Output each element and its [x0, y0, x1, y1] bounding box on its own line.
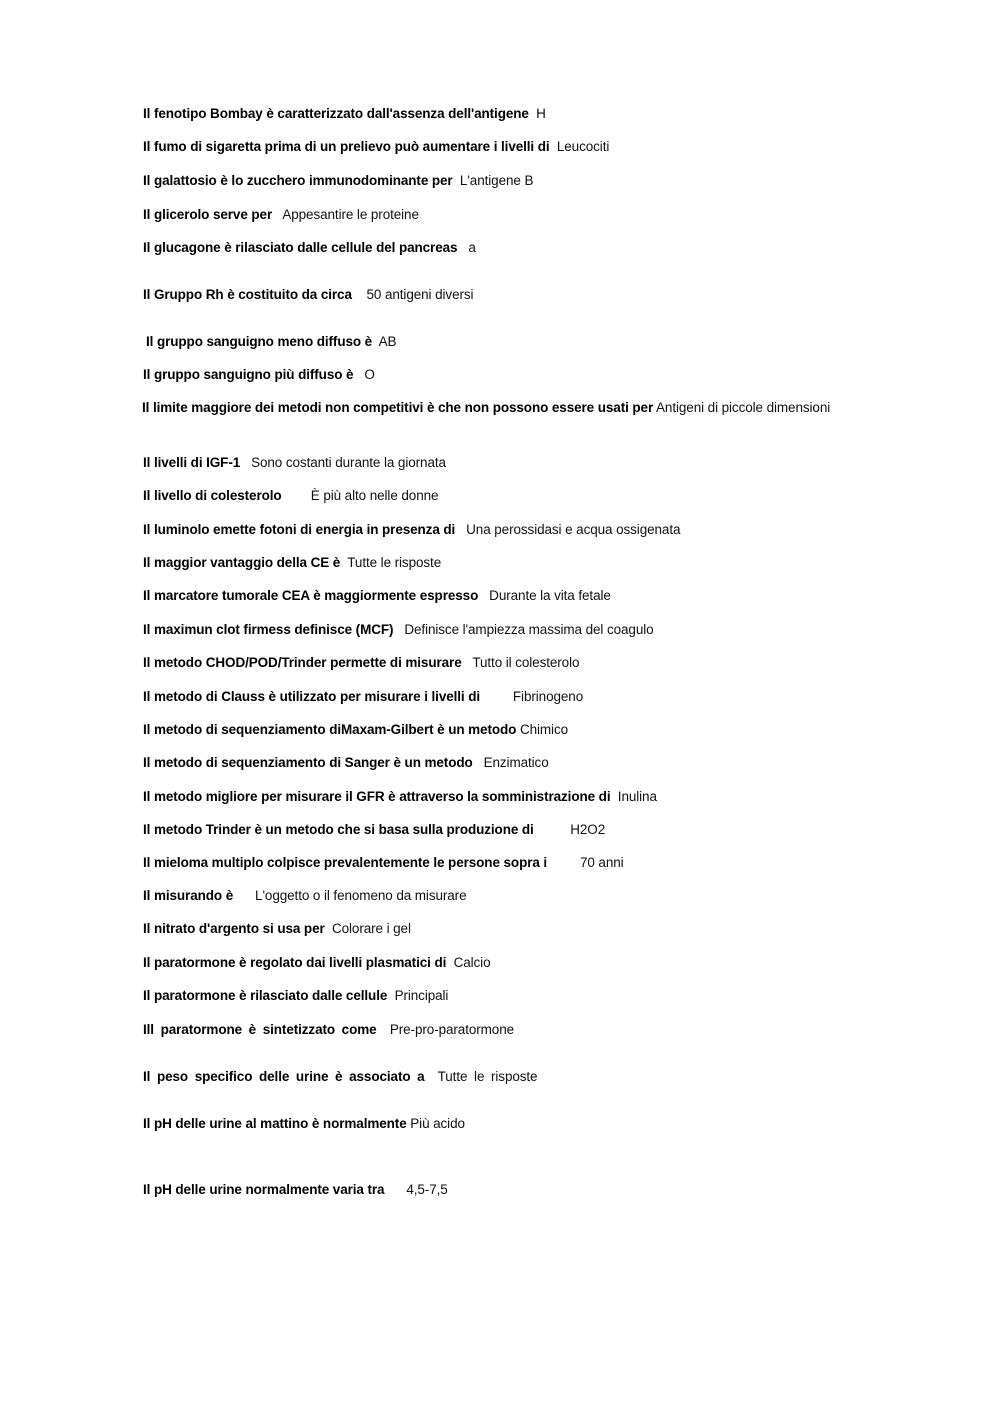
answer-text: Chimico: [519, 722, 569, 737]
answer-text: È più alto nelle donne: [310, 488, 439, 503]
question-text: Il livelli di IGF-1: [143, 455, 241, 470]
answer-text: Pre-pro-paratormone: [389, 1022, 515, 1037]
qa-entry: [143, 1067, 843, 1087]
question-text: Il nitrato d'argento si usa per: [143, 921, 325, 936]
answer-text: 70 anni: [579, 855, 624, 870]
qa-entry: [143, 137, 843, 157]
qa-entry: [143, 986, 843, 1006]
qa-entry: [143, 1020, 843, 1040]
answer-text: Durante la vita fetale: [489, 588, 611, 603]
question-text: Il misurando è: [143, 888, 234, 903]
qa-entry: [143, 553, 843, 573]
answer-text: L'oggetto o il fenomeno da misurare: [255, 888, 467, 903]
question-text: Il mieloma multiplo colpisce prevalentemente le persone sopra i: [143, 855, 548, 870]
qa-entry: [143, 205, 843, 225]
qa-entry: [143, 1180, 843, 1200]
answer-text: 4,5-7,5: [406, 1182, 448, 1197]
question-text: Il metodo di sequenziamento diMaxam-Gilbert è un metodo: [143, 722, 517, 737]
qa-entry: [143, 820, 843, 840]
answer-text: a: [468, 240, 476, 255]
qa-entry: [143, 753, 843, 773]
answer-text: Più acido: [410, 1116, 465, 1131]
question-text: Il glucagone è rilasciato dalle cellule del pancreas: [143, 240, 458, 255]
question-text: Il Gruppo Rh è costituito da circa: [143, 287, 352, 302]
qa-entry: [143, 886, 843, 906]
qa-entry: [143, 486, 843, 506]
qa-entry: [143, 365, 843, 385]
question-text: Il luminolo emette fotoni di energia in presenza di: [143, 522, 456, 537]
question-text: Il fumo di sigaretta prima di un prelievo può aumentare i livelli di: [143, 139, 550, 154]
question-text: Il metodo migliore per misurare il GFR è attraverso la somministrazione di: [143, 789, 611, 804]
qa-entry: [143, 285, 843, 305]
qa-entry: [143, 238, 843, 258]
qa-entry: [143, 653, 843, 673]
qa-entry: [143, 1114, 843, 1134]
question-text: Il maximun clot firmess definisce (MCF): [143, 622, 394, 637]
answer-text: Una perossidasi e acqua ossigenata: [466, 522, 681, 537]
answer-text: Appesantire le proteine: [282, 207, 419, 222]
question-text: Il fenotipo Bombay è caratterizzato dall'assenza dell'antigene: [143, 106, 529, 121]
answer-text: Enzimatico: [483, 755, 549, 770]
question-text: Il metodo Trinder è un metodo che si basa sulla produzione di: [143, 822, 534, 837]
qa-entry: [143, 171, 843, 191]
qa-entry: [143, 104, 843, 124]
qa-entry: [143, 520, 843, 540]
qa-entry: [143, 720, 843, 740]
qa-entry: [143, 853, 843, 873]
answer-text: L'antigene B: [459, 173, 534, 188]
question-text: Il glicerolo serve per: [143, 207, 273, 222]
qa-entry: [143, 687, 843, 707]
answer-text: Antigeni di piccole dimensioni: [656, 400, 831, 415]
answer-text: Tutte le risposte: [437, 1069, 538, 1084]
qa-entry: [143, 787, 843, 807]
answer-text: O: [364, 367, 375, 382]
question-text: Ill paratormone è sintetizzato come: [143, 1022, 377, 1037]
question-text: Il pH delle urine al mattino è normalmente: [143, 1116, 407, 1131]
question-text: Il metodo di sequenziamento di Sanger è un metodo: [143, 755, 473, 770]
answer-text: Colorare i gel: [331, 921, 411, 936]
question-text: Il paratormone è rilasciato dalle cellule: [143, 988, 388, 1003]
question-text: Il pH delle urine normalmente varia tra: [143, 1182, 385, 1197]
question-text: Il limite maggiore dei metodi non competitivi è che non possono essere usati per: [142, 400, 654, 415]
question-text: Il marcatore tumorale CEA è maggiormente espresso: [143, 588, 479, 603]
question-text: Il galattosio è lo zucchero immunodominante per: [143, 173, 453, 188]
answer-text: Leucociti: [556, 139, 610, 154]
qa-entry: [143, 620, 843, 640]
qa-entry: [143, 453, 843, 473]
qa-entry: [142, 398, 842, 418]
answer-text: Definisce l'ampiezza massima del coagulo: [404, 622, 654, 637]
answer-text: AB: [378, 334, 397, 349]
answer-text: H2O2: [570, 822, 606, 837]
answer-text: 50 antigeni diversi: [366, 287, 474, 302]
qa-entry: [143, 953, 843, 973]
question-text: Il maggior vantaggio della CE è: [143, 555, 341, 570]
qa-entry: [146, 332, 846, 352]
answer-text: Principali: [394, 988, 449, 1003]
answer-text: Tutte le risposte: [347, 555, 442, 570]
question-text: Il metodo di Clauss è utilizzato per misurare i livelli di: [143, 689, 481, 704]
question-text: Il peso specifico delle urine è associato a: [143, 1069, 425, 1084]
answer-text: H: [536, 106, 546, 121]
answer-text: Tutto il colesterolo: [472, 655, 580, 670]
question-text: Il paratormone è regolato dai livelli plasmatici di: [143, 955, 447, 970]
answer-text: Inulina: [617, 789, 657, 804]
question-text: Il livello di colesterolo: [143, 488, 282, 503]
question-text: Il gruppo sanguigno meno diffuso è: [146, 334, 373, 349]
question-text: Il metodo CHOD/POD/Trinder permette di misurare: [143, 655, 462, 670]
answer-text: Fibrinogeno: [512, 689, 584, 704]
answer-text: Sono costanti durante la giornata: [251, 455, 446, 470]
qa-entry: [143, 919, 843, 939]
qa-entry: [143, 586, 843, 606]
answer-text: Calcio: [453, 955, 491, 970]
question-text: Il gruppo sanguigno più diffuso è: [143, 367, 354, 382]
